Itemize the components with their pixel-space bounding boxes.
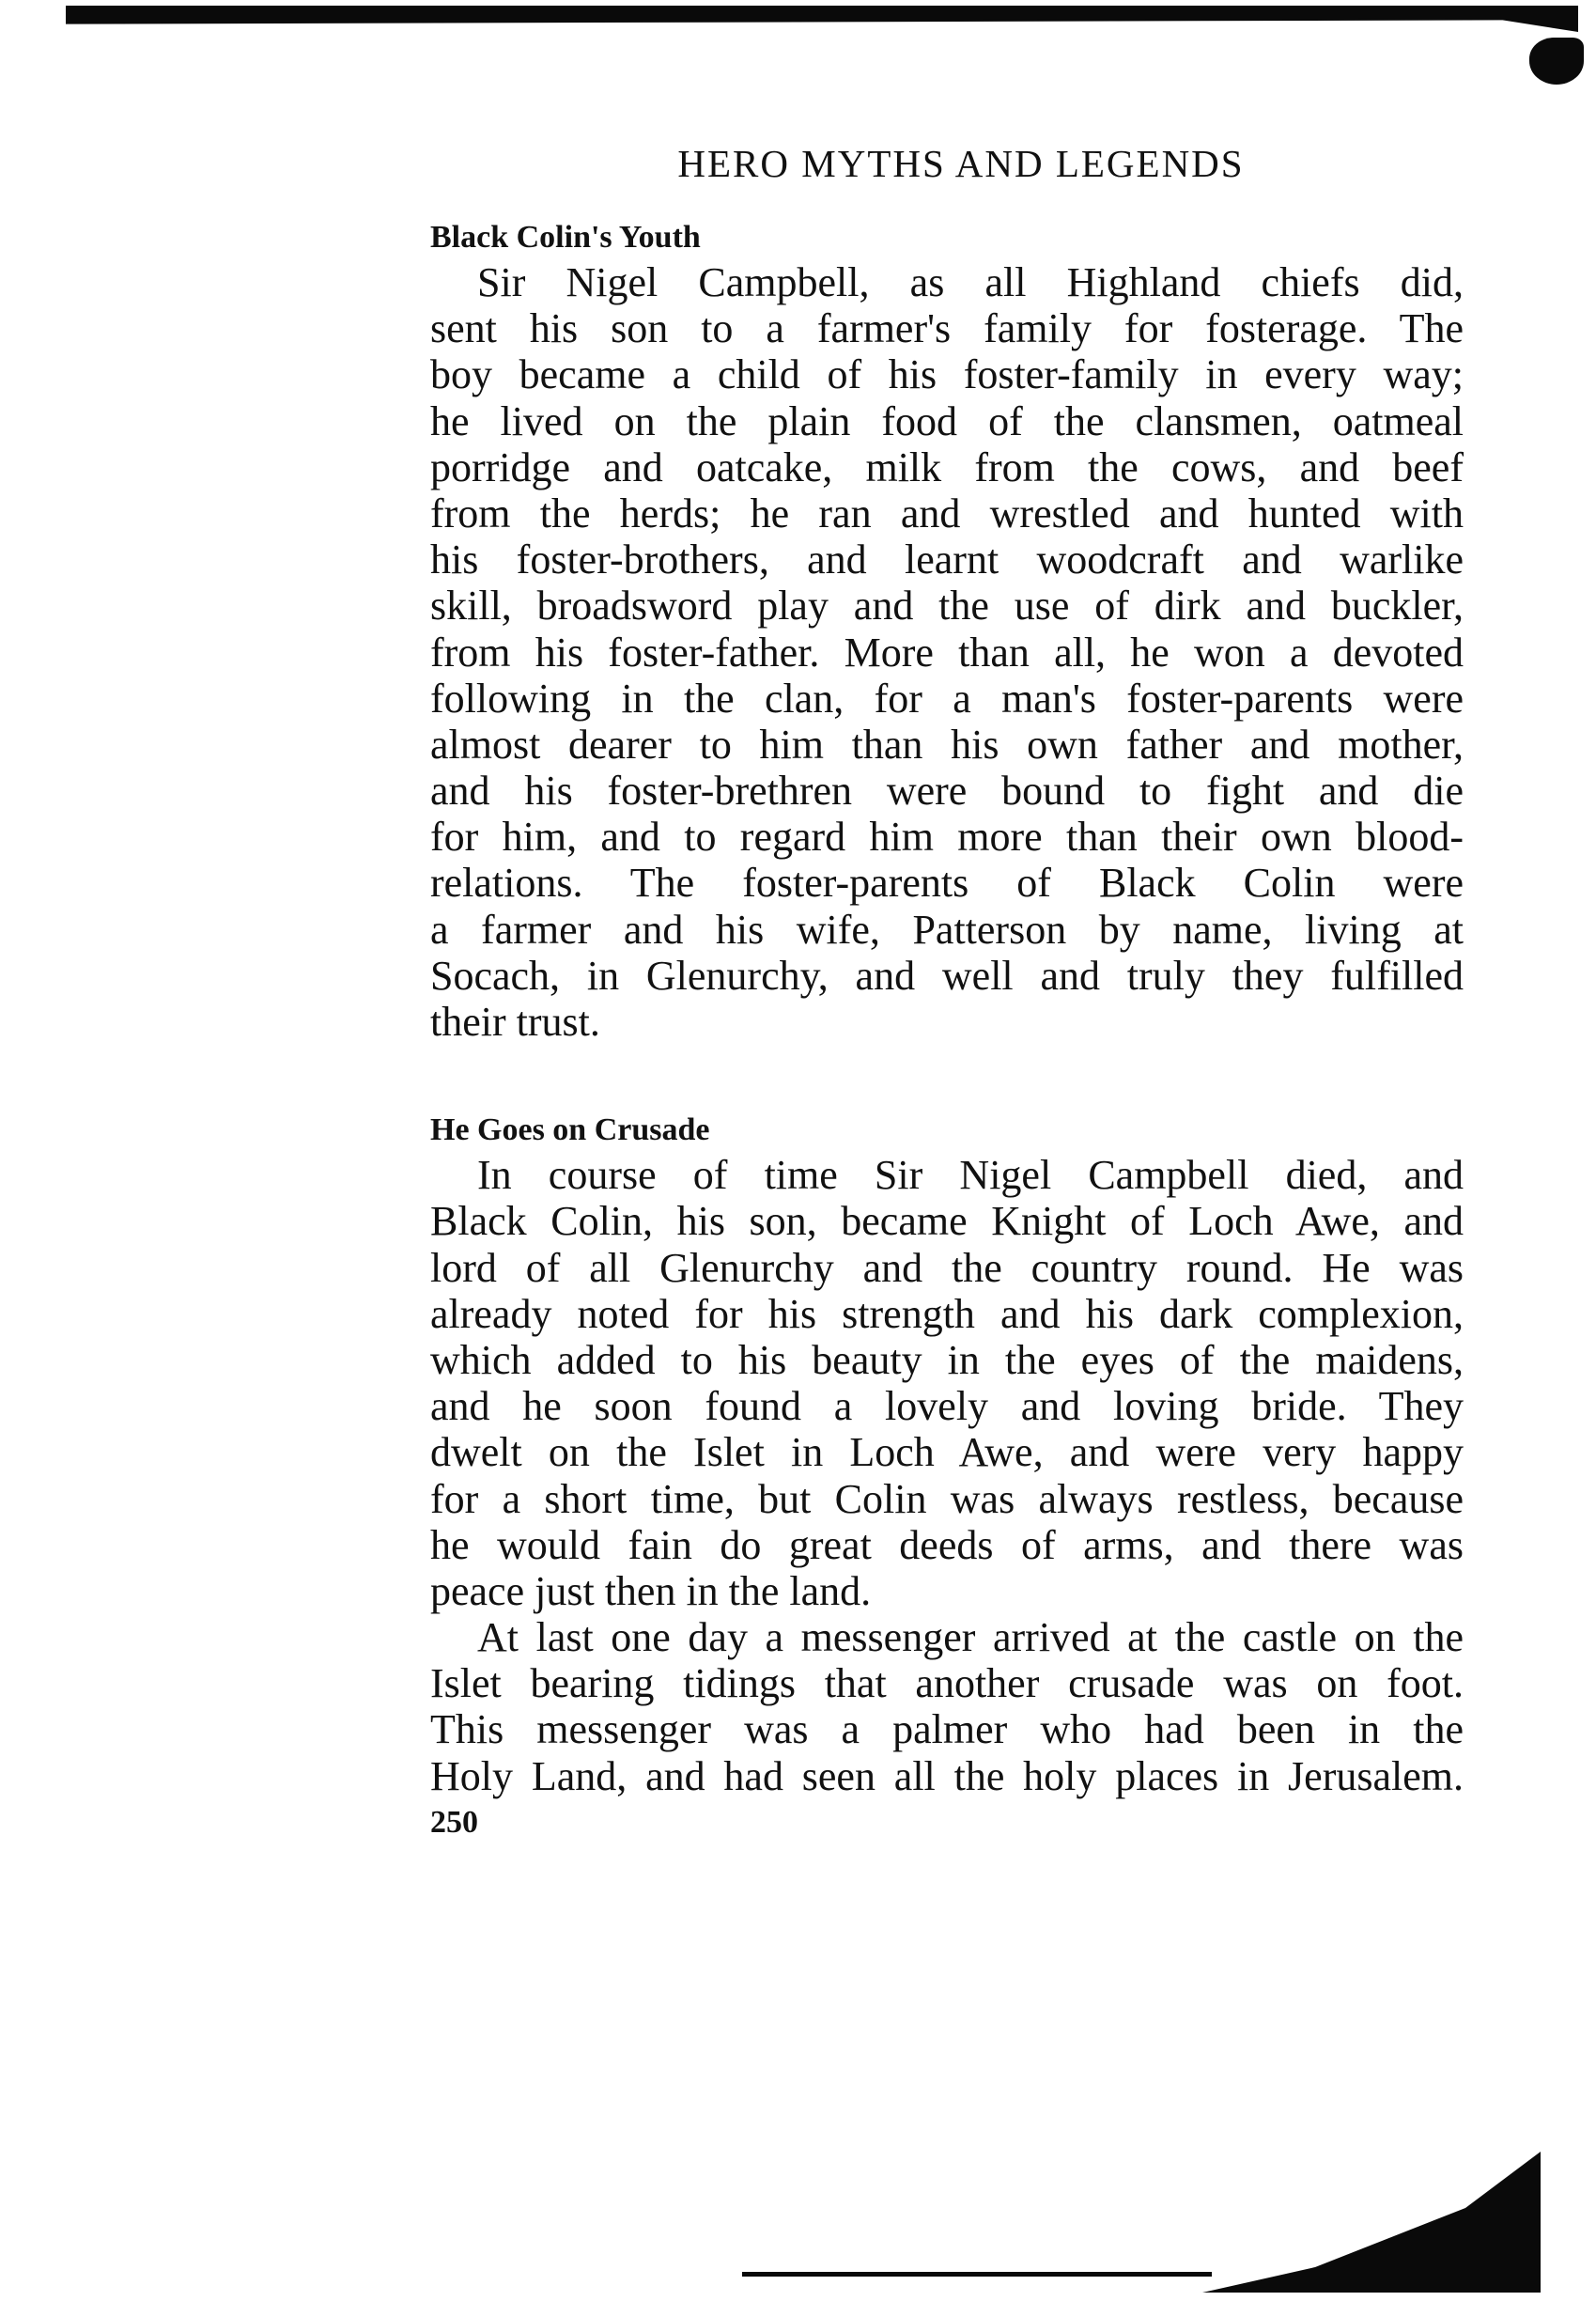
text-line: At last one day a messenger arrived at the castle on the — [477, 1614, 1464, 1661]
text-line: already noted for his strength and his dark complexion, — [430, 1290, 1464, 1337]
paragraph-he-goes-on-crusade — [430, 1152, 1464, 1614]
scan-edge-line-bottom — [742, 2272, 1212, 2277]
text-line: This messenger was a palmer who had been in the — [430, 1706, 1464, 1753]
text-line: dwelt on the Islet in Loch Awe, and were very happy — [430, 1429, 1464, 1476]
text-line: Sir Nigel Campbell, as all Highland chiefs did, — [477, 259, 1464, 305]
text-line: their trust. — [430, 999, 600, 1045]
text-line: Islet bearing tidings that another crusade was on foot. — [430, 1660, 1464, 1707]
text-line: skill, broadsword play and the use of dirk and buckler, — [430, 583, 1464, 630]
text-line: porridge and oatcake, milk from the cows, and beef — [430, 443, 1464, 490]
text-line: for him, and to regard him more than their own blood- — [430, 814, 1464, 861]
text-line: Socach, in Glenurchy, and well and truly they fulfilled — [430, 952, 1464, 999]
text-line: relations. The foster-parents of Black Colin were — [430, 860, 1464, 907]
text-line: he lived on the plain food of the clansmen, oatmeal — [430, 397, 1464, 444]
text-line: a farmer and his wife, Patterson by name, living at — [430, 906, 1464, 953]
scan-edge-shadow-top — [66, 6, 1578, 32]
text-line: and his foster-brethren were bound to fight and die — [430, 768, 1464, 815]
text-line: Holy Land, and had seen all the holy places in Jerusalem. — [430, 1752, 1464, 1799]
text-line: almost dearer to him than his own father and mother, — [430, 721, 1464, 768]
text-line: peace just then in the land. — [430, 1567, 872, 1614]
text-line: from the herds; he ran and wrestled and hunted with — [430, 490, 1464, 536]
scan-edge-blot-top-right — [1529, 38, 1584, 85]
paragraph-messenger — [430, 1614, 1464, 1799]
text-line: and he soon found a lovely and loving bride. They — [430, 1383, 1464, 1430]
text-line: from his foster-father. More than all, he won a devoted — [430, 629, 1464, 676]
scan-edge-shadow-bottom-right — [1165, 2152, 1541, 2293]
page-text-block — [430, 141, 1464, 1841]
text-line: lord of all Glenurchy and the country round. He was — [430, 1244, 1464, 1291]
text-line: Black Colin, his son, became Knight of Loch Awe, and — [430, 1198, 1464, 1245]
text-line: sent his son to a farmer's family for fosterage. The — [430, 305, 1464, 352]
text-line: which added to his beauty in the eyes of the maidens, — [430, 1336, 1464, 1383]
section-heading-he-goes-on-crusade: He Goes on Crusade — [430, 1112, 710, 1148]
text-line: In course of time Sir Nigel Campbell died, and — [477, 1152, 1464, 1199]
paragraph-black-colins-youth — [430, 259, 1464, 1045]
text-line: boy became a child of his foster-family in every way; — [430, 351, 1464, 398]
text-line: for a short time, but Colin was always restless, because — [430, 1475, 1464, 1522]
text-line: his foster-brothers, and learnt woodcraft and warlike — [430, 536, 1464, 583]
text-line: he would fain do great deeds of arms, and there was — [430, 1521, 1464, 1568]
page-number: 250 — [430, 1804, 478, 1840]
section-heading-black-colins-youth: Black Colin's Youth — [430, 220, 701, 255]
running-head: HERO MYTHS AND LEGENDS — [677, 142, 1245, 185]
text-line: following in the clan, for a man's foster-parents were — [430, 675, 1464, 722]
